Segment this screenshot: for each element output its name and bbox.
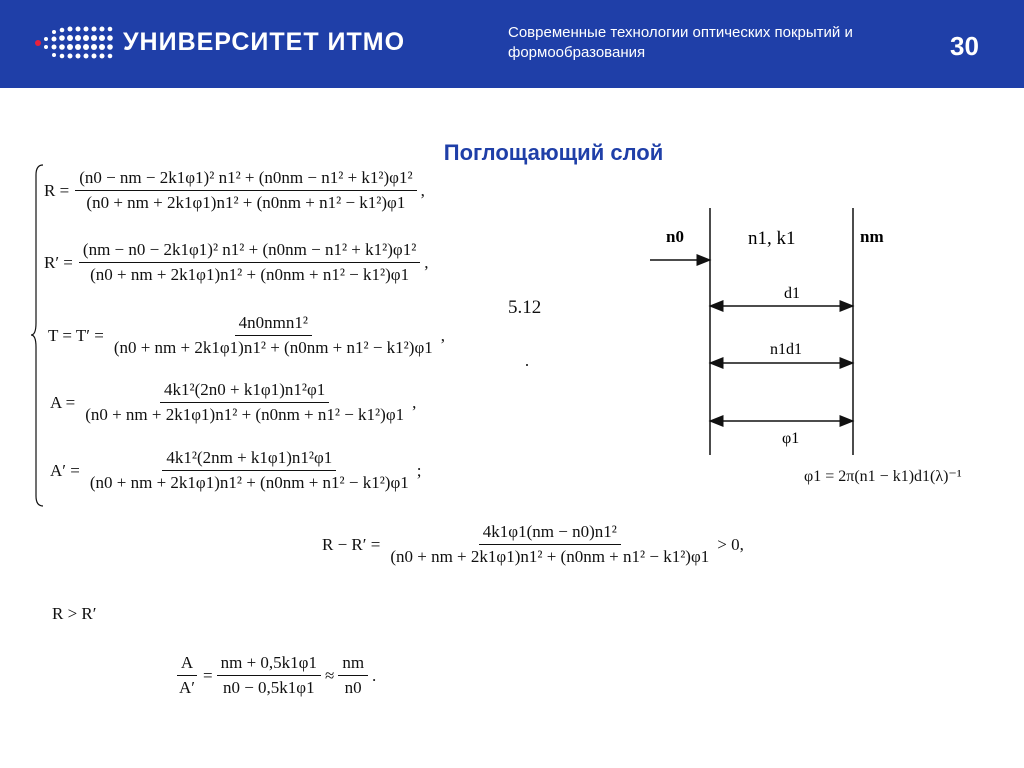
equation-lhs: T = T′ =: [48, 325, 104, 345]
phase-label: φ1: [782, 430, 800, 447]
denominator: (n0 + nm + 2k1φ1)n1² + (n0nm + n1² − k1²)φ1: [89, 473, 409, 492]
equation-r: [44, 168, 425, 213]
numerator: 4n0nmn1²: [235, 313, 312, 336]
approx-sign: ≈: [324, 665, 335, 685]
equation-a-prime: [50, 448, 422, 493]
fraction: [79, 240, 420, 285]
reference-number: 5.12: [508, 297, 542, 318]
fraction: [81, 380, 408, 425]
denominator: (n0 + nm + 2k1φ1)n1² + (n0nm + n1² − k1²)φ1: [86, 193, 406, 212]
equation-lhs: R′ =: [44, 252, 73, 272]
denominator: (n0 + nm + 2k1φ1)n1² + (n0nm + n1² − k1²)φ1: [390, 547, 710, 566]
phase-equation: φ1 = 2π(n1 − k1)d1(λ)⁻¹: [804, 468, 962, 485]
punctuation: ,: [420, 180, 425, 200]
punctuation: ,: [440, 325, 446, 345]
fraction: [217, 653, 321, 698]
fraction: [386, 522, 713, 567]
numerator: (nm − n0 − 2k1φ1)² n1² + (n0nm − n1² + k1²)φ1²: [79, 240, 420, 263]
equation-t: [48, 313, 445, 358]
fraction: [110, 313, 437, 358]
fraction: [338, 653, 368, 698]
denominator: n0: [344, 678, 362, 697]
numerator: 4k1²(2nm + k1φ1)n1²φ1: [162, 448, 336, 471]
punctuation: ,: [424, 252, 429, 272]
numerator: nm: [338, 653, 368, 676]
equation-a: [50, 380, 416, 425]
numerator: A: [177, 653, 197, 676]
logo-text: УНИВЕРСИТЕТ ИТМО: [123, 28, 406, 56]
equation-lhs: A =: [50, 392, 76, 412]
itmo-logo-icon: [34, 24, 116, 62]
equation-lhs: R − R′ =: [322, 534, 381, 554]
fraction: [75, 168, 416, 213]
numerator: nm + 0,5k1φ1: [217, 653, 321, 676]
course-title: Современные технологии оптических покрытий и формообразования: [508, 24, 853, 61]
denominator: n0 − 0,5k1φ1: [222, 678, 315, 697]
punctuation: > 0,: [717, 534, 744, 554]
inequality: R > R′: [52, 604, 97, 623]
equation-r-prime: [44, 240, 429, 285]
punctuation: .: [372, 665, 377, 685]
equation-lhs: R =: [44, 180, 70, 200]
fraction: [86, 448, 413, 493]
incident-medium-label: n0: [666, 227, 684, 246]
numerator: 4k1²(2n0 + k1φ1)n1²φ1: [160, 380, 329, 403]
thickness-label: d1: [784, 285, 800, 302]
numerator: 4k1φ1(nm − n0)n1²: [479, 522, 621, 545]
optical-thickness-label: n1d1: [770, 341, 802, 358]
page-number: 30: [950, 31, 979, 61]
layer-label: n1, k1: [748, 228, 796, 249]
header-bar: [0, 0, 1024, 88]
punctuation: ,: [412, 392, 417, 412]
dot-mark: [526, 364, 528, 366]
equation-ratio: $\frac{A}{A'}$ = $\frac{nm + 0,5k1\varphi 1}{n0 - 0,5k1\varphi 1}$ ≈ $\frac{nm}{n0}$ .: [175, 653, 376, 698]
denominator: A′: [179, 678, 195, 697]
equation-difference: [322, 522, 744, 567]
denominator: (n0 + nm + 2k1φ1)n1² + (n0nm + n1² − k1²)φ1: [113, 338, 433, 357]
denominator: (n0 + nm + 2k1φ1)n1² + (n0nm + n1² − k1²)φ1: [85, 405, 405, 424]
fraction: [175, 653, 199, 698]
layer-diagram: [640, 200, 900, 460]
slide-title: Поглощающий слой: [443, 140, 664, 165]
denominator: (n0 + nm + 2k1φ1)n1² + (n0nm + n1² − k1²)φ1: [90, 265, 410, 284]
numerator: (n0 − nm − 2k1φ1)² n1² + (n0nm − n1² + k1²)φ1²: [75, 168, 416, 191]
punctuation: ;: [416, 460, 422, 480]
system-brace: [30, 163, 44, 508]
equation-lhs: A′ =: [50, 460, 80, 480]
substrate-label: nm: [860, 227, 884, 246]
